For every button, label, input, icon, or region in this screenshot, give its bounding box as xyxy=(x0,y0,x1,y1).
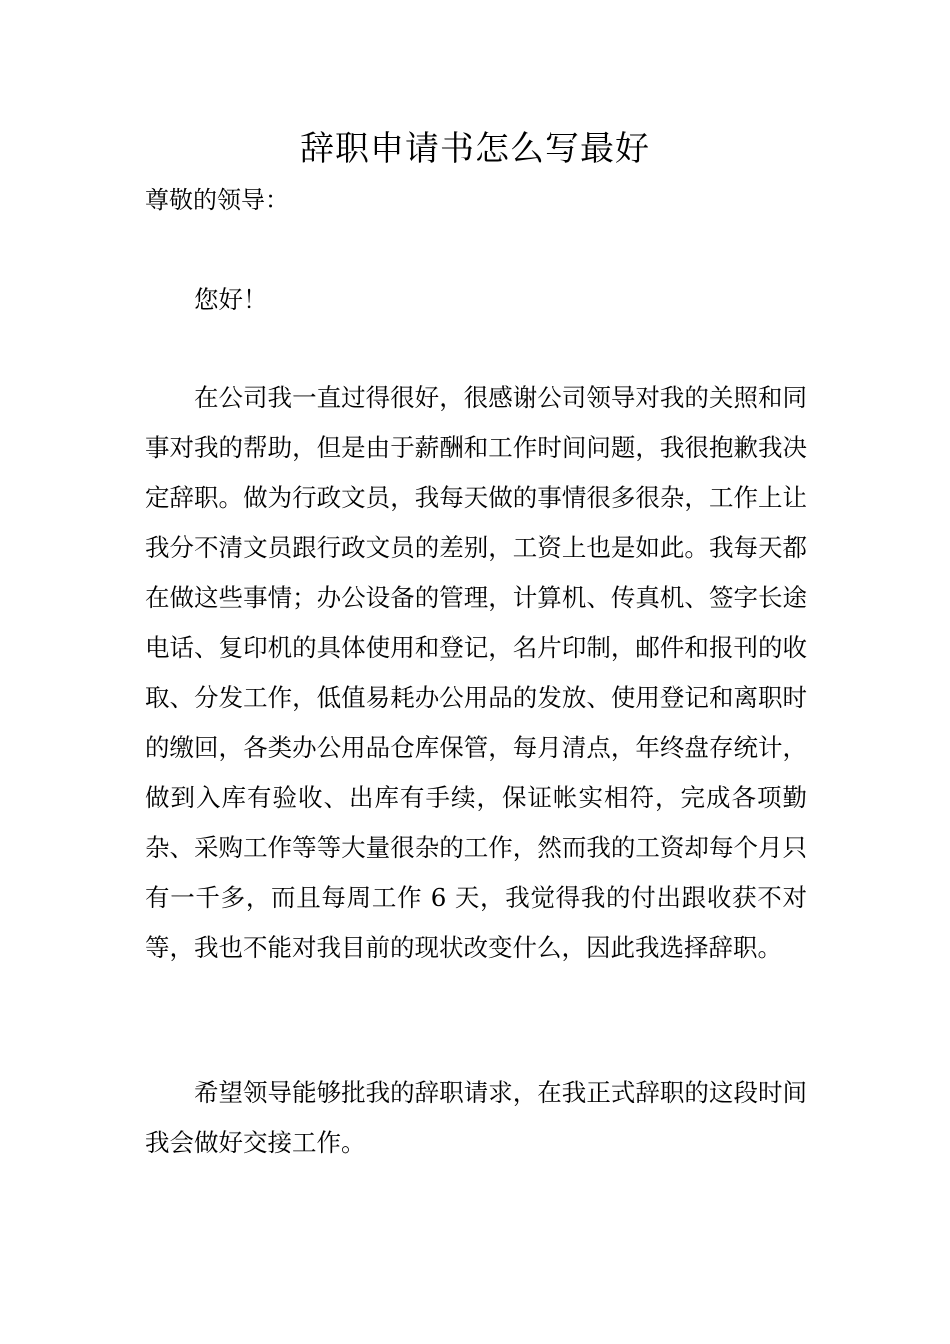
salutation-line: 尊敬的领导： xyxy=(145,186,289,214)
body-paragraph: 在公司我一直过得很好，很感谢公司领导对我的关照和同事对我的帮助，但是由于薪酬和工作时间问题，我很抱歉我决定辞职。做为行政文员，我每天做的事情很多很杂，工作上让我分不清文员跟行政文员的差别，工资上也是如此。我每天都在做这些事情；办公设备的管理，计算机、传真机、签字长途电话、复印机的具体使用和登记，名片印制，邮件和报刊的收取、分发工作，低值易耗办公用品的发放、使用登记和离职时的缴回，各类办公用品仓库保管，每月清点，年终盘存统计，做到入库有验收、出库有手续，保证帐实相符，完成各项勤杂、采购工作等等大量很杂的工作，然而我的工资却每个月只有一千多，而且每周工作 6 天，我觉得我的付出跟收获不对等，我也不能对我目前的现状改变什么，因此我选择辞职。 xyxy=(145,383,807,962)
greeting-paragraph: 您好！ xyxy=(194,285,268,314)
document-title: 辞职申请书怎么写最好 xyxy=(300,129,650,169)
closing-paragraph: 希望领导能够批我的辞职请求，在我正式辞职的这段时间我会做好交接工作。 xyxy=(145,1078,807,1157)
